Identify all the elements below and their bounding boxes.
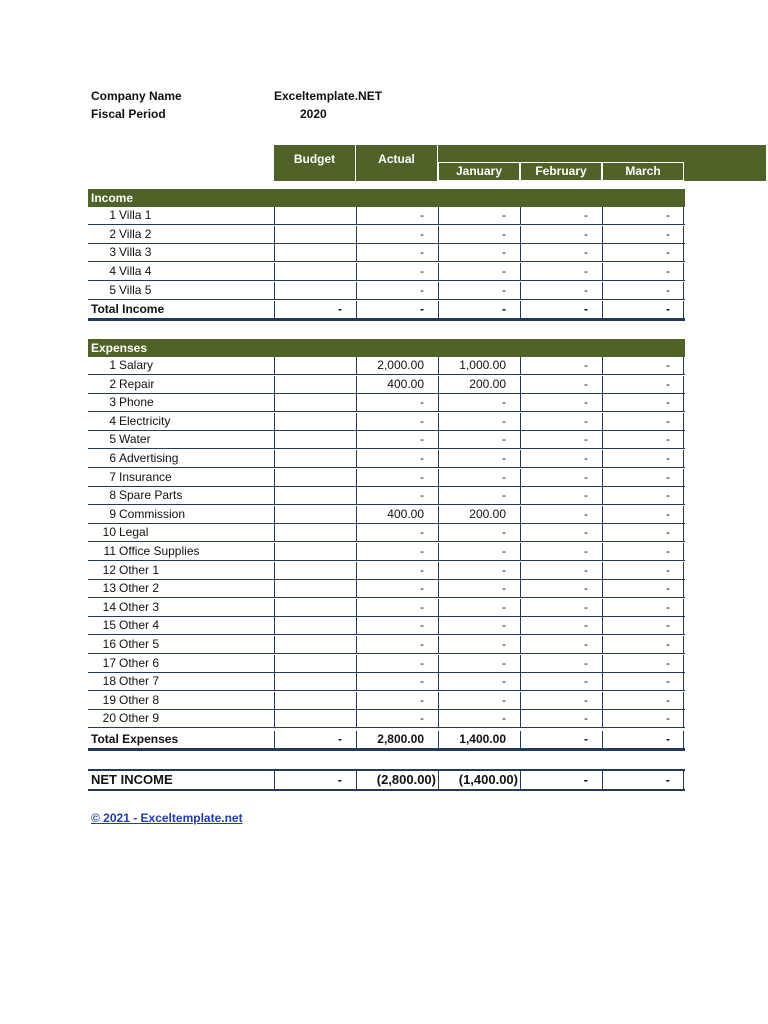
- company-name-label: Company Name: [91, 89, 182, 103]
- row-label: Repair: [119, 376, 155, 391]
- row-label-cell: [88, 636, 274, 653]
- actual-header: Actual: [356, 145, 437, 181]
- january-cell[interactable]: -: [438, 487, 520, 504]
- row-number: 19: [102, 692, 116, 707]
- february-cell[interactable]: -: [520, 282, 602, 299]
- row-label-cell: [88, 524, 274, 541]
- table-row: [88, 636, 685, 654]
- table-row: [88, 580, 685, 598]
- copyright-link[interactable]: © 2021 - Exceltemplate.net: [91, 811, 243, 825]
- row-label: Commission: [119, 506, 186, 521]
- row-number: 5: [109, 432, 116, 447]
- row-label: Other 6: [119, 655, 160, 670]
- total-income-jan[interactable]: -: [438, 301, 520, 318]
- budget-cell[interactable]: [274, 263, 356, 280]
- row-number: 16: [102, 637, 116, 651]
- budget-cell[interactable]: [274, 524, 356, 541]
- row-number: 3: [109, 245, 116, 260]
- total-income-feb[interactable]: -: [520, 301, 602, 318]
- march-cell[interactable]: -: [602, 357, 684, 374]
- budget-cell[interactable]: [274, 617, 356, 634]
- row-label-cell: [88, 263, 274, 280]
- actual-cell[interactable]: -: [356, 543, 438, 560]
- actual-cell[interactable]: -: [356, 469, 438, 486]
- february-cell[interactable]: -: [520, 543, 602, 560]
- february-cell[interactable]: -: [520, 599, 602, 616]
- march-cell[interactable]: -: [602, 487, 684, 504]
- row-label-cell: [88, 506, 274, 523]
- budget-cell[interactable]: [274, 357, 356, 374]
- table-row: [88, 562, 685, 580]
- budget-cell[interactable]: [274, 207, 356, 224]
- february-cell[interactable]: -: [520, 692, 602, 709]
- table-row: [88, 487, 685, 505]
- actual-cell[interactable]: -: [356, 562, 438, 579]
- january-cell[interactable]: -: [438, 469, 520, 486]
- total-income-label: Total Income: [91, 302, 165, 316]
- march-cell[interactable]: -: [602, 636, 684, 653]
- january-cell[interactable]: -: [438, 244, 520, 261]
- row-label: Phone: [119, 395, 154, 410]
- march-cell[interactable]: -: [602, 431, 684, 448]
- total-income-mar[interactable]: -: [602, 301, 684, 318]
- february-cell[interactable]: -: [520, 357, 602, 374]
- row-label-cell: [88, 599, 274, 616]
- january-cell[interactable]: -: [438, 580, 520, 597]
- month-header-march: March: [602, 162, 684, 181]
- march-cell[interactable]: -: [602, 655, 684, 672]
- total-expenses-feb[interactable]: -: [520, 731, 602, 748]
- actual-cell[interactable]: -: [356, 226, 438, 243]
- january-cell[interactable]: -: [438, 636, 520, 653]
- table-row: [88, 673, 685, 691]
- row-label: Water: [119, 432, 151, 447]
- january-cell[interactable]: -: [438, 655, 520, 672]
- january-cell[interactable]: -: [438, 226, 520, 243]
- march-cell[interactable]: -: [602, 226, 684, 243]
- budget-cell[interactable]: [274, 710, 356, 727]
- net-income-feb[interactable]: -: [520, 771, 602, 789]
- actual-cell[interactable]: -: [356, 524, 438, 541]
- row-number: 14: [102, 599, 116, 614]
- january-cell[interactable]: -: [438, 692, 520, 709]
- row-label-cell: [88, 710, 274, 727]
- march-cell[interactable]: -: [602, 692, 684, 709]
- march-cell[interactable]: -: [602, 599, 684, 616]
- row-label: Other 3: [119, 599, 160, 614]
- row-label-cell: [88, 282, 274, 299]
- march-cell[interactable]: -: [602, 413, 684, 430]
- january-cell[interactable]: -: [438, 710, 520, 727]
- actual-cell[interactable]: -: [356, 617, 438, 634]
- january-cell[interactable]: -: [438, 413, 520, 430]
- february-cell[interactable]: -: [520, 524, 602, 541]
- january-cell[interactable]: -: [438, 207, 520, 224]
- budget-cell[interactable]: [274, 673, 356, 690]
- row-label: Other 2: [119, 581, 160, 596]
- row-label-cell: [88, 413, 274, 430]
- row-label-cell: [88, 655, 274, 672]
- actual-cell[interactable]: -: [356, 580, 438, 597]
- net-income-row: [88, 769, 685, 791]
- row-number: 1: [109, 208, 116, 222]
- budget-cell[interactable]: [274, 376, 356, 393]
- row-label: Other 4: [119, 618, 160, 633]
- row-label: Advertising: [119, 451, 179, 465]
- budget-cell[interactable]: [274, 599, 356, 616]
- february-cell[interactable]: -: [520, 376, 602, 393]
- actual-cell[interactable]: -: [356, 394, 438, 411]
- row-label: Legal: [119, 525, 149, 540]
- row-label-cell: [88, 357, 274, 374]
- actual-cell[interactable]: 400.00: [356, 506, 438, 523]
- march-cell[interactable]: -: [602, 394, 684, 411]
- net-income-label-cell: [88, 771, 274, 789]
- actual-cell[interactable]: -: [356, 655, 438, 672]
- table-row: [88, 431, 685, 449]
- row-number: 11: [103, 544, 116, 558]
- february-cell[interactable]: -: [520, 244, 602, 261]
- january-cell[interactable]: -: [438, 450, 520, 467]
- january-cell[interactable]: 1,000.00: [438, 357, 520, 374]
- table-row: [88, 655, 685, 673]
- row-number: 2: [109, 376, 116, 391]
- february-cell[interactable]: -: [520, 226, 602, 243]
- budget-cell[interactable]: [274, 450, 356, 467]
- row-label-cell: [88, 394, 274, 411]
- total-income-budget[interactable]: -: [274, 301, 356, 318]
- row-number: 17: [102, 655, 116, 670]
- february-cell[interactable]: -: [520, 431, 602, 448]
- table-row: [88, 506, 685, 524]
- january-cell[interactable]: -: [438, 263, 520, 280]
- month-header-february: February: [520, 162, 602, 181]
- net-income-mar[interactable]: -: [602, 771, 684, 789]
- row-label: Other 8: [119, 692, 160, 707]
- row-label: Electricity: [119, 413, 171, 428]
- march-cell[interactable]: -: [602, 673, 684, 690]
- actual-cell[interactable]: -: [356, 207, 438, 224]
- row-number: 10: [102, 525, 116, 540]
- march-cell[interactable]: -: [602, 469, 684, 486]
- fiscal-period-value: 2020: [300, 107, 327, 121]
- row-number: 4: [109, 413, 116, 428]
- table-row: [88, 413, 685, 431]
- row-label: Villa 4: [119, 264, 152, 279]
- march-cell[interactable]: -: [602, 376, 684, 393]
- table-row: [88, 394, 685, 412]
- february-cell[interactable]: -: [520, 413, 602, 430]
- february-cell[interactable]: -: [520, 636, 602, 653]
- february-cell[interactable]: -: [520, 207, 602, 224]
- february-cell[interactable]: -: [520, 263, 602, 280]
- row-label-cell: [88, 207, 274, 224]
- row-label: Other 5: [119, 637, 160, 651]
- row-number: 2: [109, 226, 116, 241]
- budget-cell[interactable]: [274, 655, 356, 672]
- row-number: 1: [109, 358, 116, 372]
- row-label: Villa 5: [119, 282, 152, 297]
- february-cell[interactable]: -: [520, 469, 602, 486]
- march-cell[interactable]: -: [602, 562, 684, 579]
- budget-cell[interactable]: [274, 580, 356, 597]
- table-row: [88, 599, 685, 617]
- row-label-cell: [88, 617, 274, 634]
- row-number: 12: [102, 562, 116, 577]
- table-row: [88, 282, 685, 300]
- march-cell[interactable]: -: [602, 710, 684, 727]
- budget-cell[interactable]: [274, 431, 356, 448]
- january-cell[interactable]: -: [438, 431, 520, 448]
- budget-cell[interactable]: [274, 543, 356, 560]
- net-income-actual[interactable]: (2,800.00): [356, 771, 438, 789]
- row-label: Insurance: [119, 469, 172, 484]
- row-label-cell: [88, 692, 274, 709]
- row-label-cell: [88, 450, 274, 467]
- row-label-cell: [88, 580, 274, 597]
- actual-cell[interactable]: -: [356, 673, 438, 690]
- january-cell[interactable]: 200.00: [438, 376, 520, 393]
- row-number: 18: [102, 674, 116, 689]
- budget-cell[interactable]: [274, 469, 356, 486]
- budget-cell[interactable]: [274, 394, 356, 411]
- actual-cell[interactable]: -: [356, 636, 438, 653]
- total-expenses-label: Total Expenses: [91, 732, 179, 746]
- february-cell[interactable]: -: [520, 450, 602, 467]
- row-label: Other 9: [119, 711, 160, 726]
- actual-cell[interactable]: -: [356, 450, 438, 467]
- february-cell[interactable]: -: [520, 655, 602, 672]
- february-cell[interactable]: -: [520, 710, 602, 727]
- actual-cell[interactable]: -: [356, 487, 438, 504]
- january-cell[interactable]: -: [438, 617, 520, 634]
- table-row: [88, 450, 685, 468]
- row-label-cell: [88, 562, 274, 579]
- march-cell[interactable]: -: [602, 524, 684, 541]
- row-label-cell: [88, 543, 274, 560]
- table-row: [88, 376, 685, 394]
- month-header-january: January: [438, 162, 520, 181]
- row-number: 20: [102, 711, 116, 726]
- actual-cell[interactable]: -: [356, 692, 438, 709]
- table-row: [88, 207, 685, 225]
- row-label-cell: [88, 244, 274, 261]
- total-income-row: [88, 301, 685, 321]
- fiscal-period-label: Fiscal Period: [91, 107, 166, 121]
- february-cell[interactable]: -: [520, 580, 602, 597]
- budget-header: Budget: [274, 145, 355, 181]
- table-row: [88, 226, 685, 244]
- total-expenses-budget[interactable]: -: [274, 731, 356, 748]
- total-income-label-cell: [88, 301, 274, 318]
- total-expenses-mar[interactable]: -: [602, 731, 684, 748]
- march-cell[interactable]: -: [602, 282, 684, 299]
- january-cell[interactable]: -: [438, 282, 520, 299]
- table-row: [88, 357, 685, 375]
- row-label: Other 1: [119, 562, 160, 577]
- total-expenses-row: [88, 731, 685, 751]
- actual-cell[interactable]: 400.00: [356, 376, 438, 393]
- budget-cell[interactable]: [274, 282, 356, 299]
- row-number: 4: [109, 264, 116, 279]
- row-label: Other 7: [119, 674, 160, 689]
- march-cell[interactable]: -: [602, 450, 684, 467]
- actual-cell[interactable]: -: [356, 599, 438, 616]
- table-row: [88, 524, 685, 542]
- row-number: 9: [109, 506, 116, 521]
- row-label: Villa 1: [119, 208, 152, 222]
- net-income-jan[interactable]: (1,400.00): [438, 771, 520, 789]
- march-cell[interactable]: -: [602, 543, 684, 560]
- budget-cell[interactable]: [274, 562, 356, 579]
- table-row: [88, 263, 685, 281]
- january-cell[interactable]: -: [438, 543, 520, 560]
- actual-cell[interactable]: -: [356, 282, 438, 299]
- row-number: 7: [109, 469, 116, 484]
- row-label: Spare Parts: [119, 488, 183, 503]
- total-expenses-label-cell: [88, 731, 274, 748]
- row-label-cell: [88, 469, 274, 486]
- row-label-cell: [88, 376, 274, 393]
- budget-cell[interactable]: [274, 692, 356, 709]
- february-cell[interactable]: -: [520, 673, 602, 690]
- actual-cell[interactable]: -: [356, 710, 438, 727]
- row-label-cell: [88, 673, 274, 690]
- actual-cell[interactable]: -: [356, 263, 438, 280]
- budget-cell[interactable]: [274, 487, 356, 504]
- february-cell[interactable]: -: [520, 562, 602, 579]
- table-row: [88, 617, 685, 635]
- march-cell[interactable]: -: [602, 244, 684, 261]
- total-income-actual[interactable]: -: [356, 301, 438, 318]
- february-cell[interactable]: -: [520, 617, 602, 634]
- total-expenses-jan[interactable]: 1,400.00: [438, 731, 520, 748]
- january-cell[interactable]: -: [438, 673, 520, 690]
- march-cell[interactable]: -: [602, 263, 684, 280]
- january-cell[interactable]: 200.00: [438, 506, 520, 523]
- budget-cell[interactable]: [274, 244, 356, 261]
- january-cell[interactable]: -: [438, 562, 520, 579]
- budget-cell[interactable]: [274, 226, 356, 243]
- row-number: 8: [109, 488, 116, 503]
- march-cell[interactable]: -: [602, 617, 684, 634]
- budget-cell[interactable]: [274, 413, 356, 430]
- row-label: Office Supplies: [119, 544, 200, 558]
- budget-cell[interactable]: [274, 636, 356, 653]
- row-label: Villa 3: [119, 245, 152, 260]
- march-cell[interactable]: -: [602, 580, 684, 597]
- january-cell[interactable]: -: [438, 524, 520, 541]
- actual-cell[interactable]: -: [356, 431, 438, 448]
- expenses-section-bar: Expenses: [88, 339, 685, 357]
- row-label-cell: [88, 226, 274, 243]
- total-expenses-actual[interactable]: 2,800.00: [356, 731, 438, 748]
- table-row: [88, 710, 685, 728]
- table-row: [88, 692, 685, 710]
- actual-cell[interactable]: 2,000.00: [356, 357, 438, 374]
- march-cell[interactable]: -: [602, 207, 684, 224]
- row-number: 13: [102, 581, 116, 596]
- actual-cell[interactable]: -: [356, 244, 438, 261]
- march-cell[interactable]: -: [602, 506, 684, 523]
- row-number: 5: [109, 282, 116, 297]
- company-name-value: Exceltemplate.NET: [274, 89, 383, 103]
- february-cell[interactable]: -: [520, 487, 602, 504]
- budget-cell[interactable]: [274, 506, 356, 523]
- table-row: [88, 244, 685, 262]
- row-label: Villa 2: [119, 226, 152, 241]
- row-number: 6: [109, 451, 116, 465]
- actual-cell[interactable]: -: [356, 413, 438, 430]
- february-cell[interactable]: -: [520, 506, 602, 523]
- february-cell[interactable]: -: [520, 394, 602, 411]
- net-income-label: NET INCOME: [91, 772, 173, 787]
- january-cell[interactable]: -: [438, 599, 520, 616]
- row-number: 15: [102, 618, 116, 633]
- net-income-budget[interactable]: -: [274, 771, 356, 789]
- row-label-cell: [88, 431, 274, 448]
- table-row: [88, 469, 685, 487]
- january-cell[interactable]: -: [438, 394, 520, 411]
- table-row: [88, 543, 685, 561]
- row-number: 3: [109, 395, 116, 410]
- row-label: Salary: [119, 358, 154, 372]
- income-section-bar: Income: [88, 189, 685, 207]
- row-label-cell: [88, 487, 274, 504]
